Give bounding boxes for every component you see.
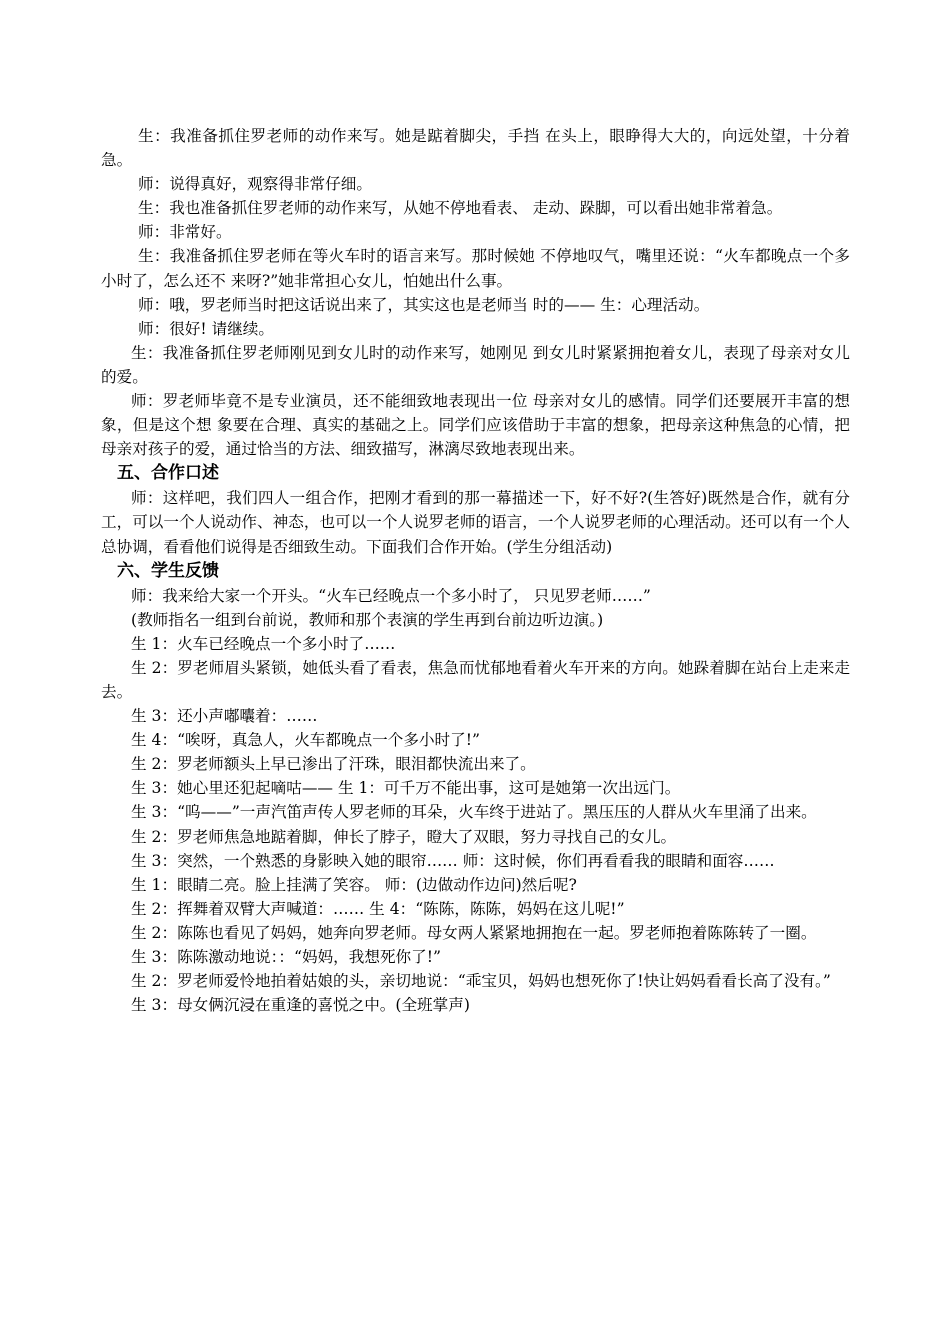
- dialogue-section-a: [101, 124, 850, 461]
- dialogue-paragraph: 生 2：罗老师爱怜地拍着姑娘的头，亲切地说：“乖宝贝，妈妈也想死你了!快让妈妈看看长高了没有。”: [131, 972, 831, 991]
- dialogue-paragraph: 生 3：陈陈激动地说：：“妈妈，我想死你了!”: [131, 948, 441, 966]
- dialogue-paragraph: 师：哦，罗老师当时把这话说出来了，其实这也是老师当 时的—— 生：心理活动。: [138, 295, 710, 314]
- dialogue-paragraph: 生 2：罗老师额头上早已渗出了汗珠，眼泪都快流出来了。: [131, 755, 536, 774]
- dialogue-paragraph: 师：说得真好，观察得非常仔细。: [138, 175, 372, 194]
- section-heading-5: 五、合作口述: [117, 463, 219, 484]
- dialogue-paragraph: 生 3：“呜——”一声汽笛声传人罗老师的耳朵，火车终于进站了。黑压压的人群从火车里涌了出来。: [131, 803, 817, 822]
- dialogue-paragraph: 生：我也准备抓住罗老师的动作来写，从她不停地看表、 走动、跺脚，可以看出她非常着急。: [138, 199, 783, 218]
- dialogue-paragraph: 师：很好! 请继续。: [138, 319, 274, 338]
- dialogue-paragraph: 生：我准备抓住罗老师刚见到女儿时的动作来写，她刚见 到女儿时紧紧拥抱着女儿，表现了母亲对女儿的爱。: [101, 343, 850, 386]
- dialogue-paragraph: 生：我准备抓住罗老师的动作来写。她是踮着脚尖，手挡 在头上，眼睁得大大的，向远处望，十分着急。: [101, 127, 850, 170]
- dialogue-paragraph: 生 2：陈陈也看见了妈妈，她奔向罗老师。母女两人紧紧地拥抱在一起。罗老师抱着陈陈转了一圈。: [131, 923, 817, 942]
- dialogue-paragraph: 生：我准备抓住罗老师在等火车时的语言来写。那时候她 不停地叹气，嘴里还说：“火车都晚点一个多小时了，怎么还不 来呀?”她非常担心女儿，怕她出什么事。: [101, 247, 850, 290]
- dialogue-paragraph: 生 4：“唉呀，真急人，火车都晚点一个多小时了!”: [131, 731, 480, 750]
- dialogue-paragraph: 生 1：火车已经晚点一个多小时了……: [131, 634, 396, 653]
- document-body: [101, 124, 850, 1017]
- dialogue-paragraph: 生 2：罗老师眉头紧锁，她低头看了看表，焦急而忧郁地看着火车开来的方向。她跺着脚在站台上走来走去。: [101, 658, 850, 701]
- dialogue-paragraph: 师：非常好。: [138, 223, 232, 242]
- dialogue-paragraph: 生 3：母女俩沉浸在重逢的喜悦之中。(全班掌声): [131, 996, 470, 1015]
- dialogue-paragraph: 生 2：挥舞着双臂大声喊道：…… 生 4：“陈陈，陈陈，妈妈在这儿呢!”: [131, 899, 625, 918]
- dialogue-paragraph: 生 2：罗老师焦急地踮着脚，伸长了脖子，瞪大了双眼，努力寻找自己的女儿。: [131, 827, 677, 846]
- dialogue-paragraph: 生 3：她心里还犯起嘀咕—— 生 1：可千万不能出事，这可是她第一次出远门。: [131, 779, 681, 798]
- dialogue-section-c: [101, 584, 850, 1018]
- dialogue-paragraph: 师：罗老师毕竟不是专业演员，还不能细致地表现出一位 母亲对女儿的感情。同学们还要展开丰富的想象，但是这个想 象要在合理、真实的基础之上。同学们应该借助于丰富的想象，把母亲这种焦急的心情，把母亲对孩子的爱，通过恰当的方法、细致描写，淋漓尽致地表现出来。: [101, 392, 850, 459]
- section-heading-6: 六、学生反馈: [117, 560, 219, 581]
- dialogue-paragraph: 师：我来给大家一个开头。“火车已经晚点一个多小时了， 只见罗老师……”: [131, 586, 651, 605]
- dialogue-section-b: [101, 486, 850, 558]
- dialogue-paragraph: 生 3：突然，一个熟悉的身影映入她的眼帘…… 师：这时候，你们再看看我的眼睛和面容……: [131, 851, 775, 870]
- dialogue-paragraph: 生 3：还小声嘟囔着：……: [131, 707, 318, 726]
- dialogue-paragraph: (教师指名一组到台前说，教师和那个表演的学生再到台前边听边演。): [131, 610, 604, 629]
- dialogue-paragraph: 生 1：眼睛二亮。脸上挂满了笑容。 师：(边做动作边问)然后呢?: [131, 875, 577, 894]
- dialogue-paragraph: 师：这样吧，我们四人一组合作，把刚才看到的那一幕描述一下，好不好?(生答好)既然是合作，就有分工，可以一个人说动作、神态，也可以一个人说罗老师的语言，一个人说罗老师的心理活动。还可以有一个人总协调，看看他们说得是否细致生动。下面我们合作开始。(学生分组活动): [101, 489, 850, 556]
